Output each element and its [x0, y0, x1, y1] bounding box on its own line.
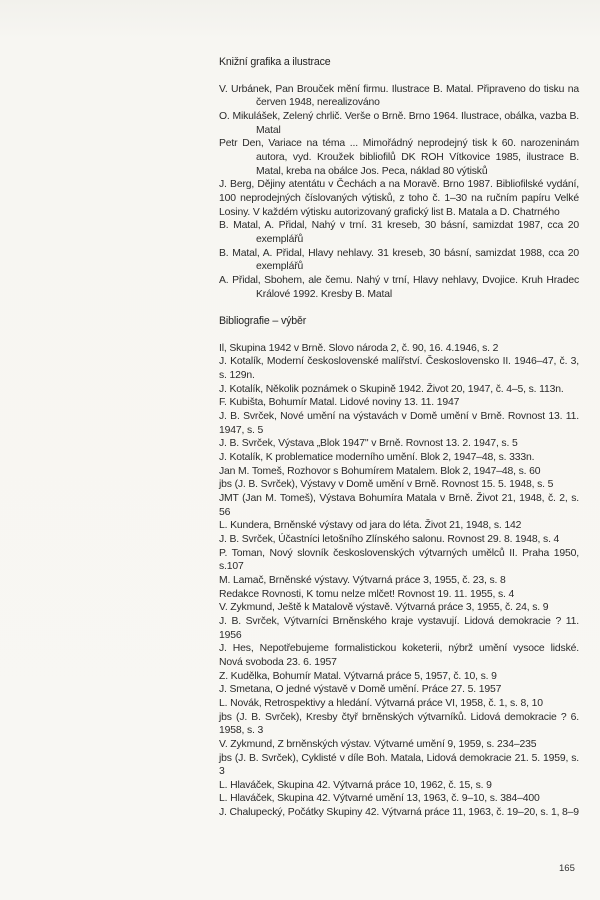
list-item: L. Hlaváček, Skupina 42. Výtvarné umění 13, 1963, č. 9–10, s. 384–400	[219, 793, 540, 805]
list-item: jbs (J. B. Svrček), Kresby čtyř brněnských výtvarníků. Lidová demokracie ? 6. 1958, s. 3	[219, 711, 579, 737]
list-item: V. Zykmund, Z brněnských výstav. Výtvarné umění 9, 1959, s. 234–235	[219, 738, 537, 750]
section-bibliography	[219, 315, 579, 820]
list-item: Petr Den, Variace na téma ... Mimořádný neprodejný tisk k 60. narozeninám autora, vyd. Kroužek bibliofilů DK ROH Vítkovice 1985, ilustrace B. Matal, kreba na obálce Jos. Peca, náklad 80 výtisků	[219, 138, 579, 177]
list-item: J. B. Svrček, Účastníci letošního Zlínského salonu. Rovnost 29. 8. 1948, s. 4	[219, 534, 560, 545]
list-item: J. Kotalík, Moderní československé malířství. Československo II. 1946–47, č. 3, s. 129n.	[219, 356, 579, 382]
list-item: O. Mikulášek, Zelený chrlič. Verše o Brně. Brno 1964. Ilustrace, obálka, vazba B. Matal	[219, 110, 579, 136]
list-item: V. Urbánek, Pan Brouček mění firmu. Ilustrace B. Matal. Připraveno do tisku na červen 1948, nerealizováno	[219, 83, 579, 109]
list-item: Il, Skupina 1942 v Brně. Slovo národa 2, č. 90, 16. 4.1946, s. 2	[219, 342, 499, 354]
list-item: J. Kotalík, K problematice moderního umění. Blok 2, 1947–48, s. 333n.	[219, 452, 535, 464]
list-item: P. Toman, Nový slovník československých výtvarných umělců II. Praha 1950, s.107	[219, 547, 579, 573]
list-item: B. Matal, A. Přidal, Hlavy nehlavy. 31 kreseb, 30 básní, samizdat 1988, cca 20 exemplářů	[219, 247, 579, 273]
list-item: Z. Kudělka, Bohumír Matal. Výtvarná práce 5, 1957, č. 10, s. 9	[219, 670, 497, 682]
list-item: J. Kotalík, Několik poznámek o Skupině 1942. Život 20, 1947, č. 4–5, s. 113n.	[219, 383, 564, 395]
list-item: M. Lamač, Brněnské výstavy. Výtvarná práce 3, 1955, č. 23, s. 8	[219, 574, 506, 586]
list-item: B. Matal, A. Přidal, Nahý v trní. 31 kreseb, 30 básní, samizdat 1987, cca 20 exemplářů	[219, 220, 579, 245]
list-item: J. B. Svrček, Výstava „Blok 1947" v Brně. Rovnost 13. 2. 1947, s. 5	[219, 438, 518, 450]
list-item: Redakce Rovnosti, K tomu nelze mlčet! Rovnost 19. 11. 1955, s. 4	[219, 588, 515, 600]
list-item: L. Kundera, Brněnské výstavy od jara do léta. Život 21, 1948, s. 142	[219, 520, 522, 532]
list-item: J. Chalupecký, Počátky Skupiny 42. Výtvarná práce 11, 1963, č. 19–20, s. 1, 8–9	[219, 807, 579, 819]
list-item: J. Smetana, O jedné výstavě v Domě umění. Práce 27. 5. 1957	[219, 684, 502, 696]
list-item: A. Přidal, Sbohem, ale čemu. Nahý v trní, Hlavy nehlavy, Dvojice. Kruh Hradec Králové 1992. Kresby B. Matal	[219, 274, 579, 300]
list-item: jbs (J. B. Svrček), Cyklisté v díle Boh. Matala, Lidová demokracie 21. 5. 1959, s. 3	[219, 752, 579, 778]
list-item: J. B. Svrček, Výtvarníci Brněnského kraje vystavují. Lidová demokracie ? 11. 1956	[219, 615, 579, 641]
list-item: Jan M. Tomeš, Rozhovor s Bohumírem Matalem. Blok 2, 1947–48, s. 60	[219, 465, 541, 477]
list-item: F. Kubišta, Bohumír Matal. Lidové noviny 13. 11. 1947	[219, 397, 460, 409]
list-item: L. Novák, Retrospektivy a hledání. Výtvarná práce VI, 1958, č. 1, s. 8, 10	[219, 697, 543, 709]
section-heading: Knižní grafika a ilustrace	[219, 56, 331, 68]
section-heading: Bibliografie – výběr	[219, 315, 307, 328]
list-item: J. B. Svrček, Nové umění na výstavách v Domě umění v Brně. Rovnost 13. 11. 1947, s. 5	[219, 411, 579, 436]
section-book-graphics	[219, 56, 579, 301]
page-number: 165	[559, 863, 575, 874]
text-column	[219, 56, 579, 820]
list-item: V. Zykmund, Ještě k Matalově výstavě. Výtvarná práce 3, 1955, č. 24, s. 9	[219, 602, 549, 614]
section-spacer	[219, 301, 579, 315]
list-item: JMT (Jan M. Tomeš), Výstava Bohumíra Matala v Brně. Život 21, 1948, č. 2, s. 56	[219, 493, 579, 518]
list-item: J. Hes, Nepotřebujeme formalistickou koketerii, nýbrž umění vysoce lidské. Nová svoboda 23. 6. 1957	[219, 643, 579, 668]
list-item: jbs (J. B. Svrček), Výstavy v Domě umění v Brně. Rovnost 15. 5. 1948, s. 5	[219, 479, 554, 491]
list-item: L. Hlaváček, Skupina 42. Výtvarná práce 10, 1962, č. 15, s. 9	[219, 779, 492, 791]
list-item: J. Berg, Dějiny atentátu v Čechách a na Moravě. Brno 1987. Bibliofilské vydání, 100 neprodejných číslovaných výtisků, z toho č. 1–30 na ručním papíru Velké Losiny. V každém výtisku autorizovaný grafický list B. Matala a D. Chatrného	[219, 179, 579, 218]
